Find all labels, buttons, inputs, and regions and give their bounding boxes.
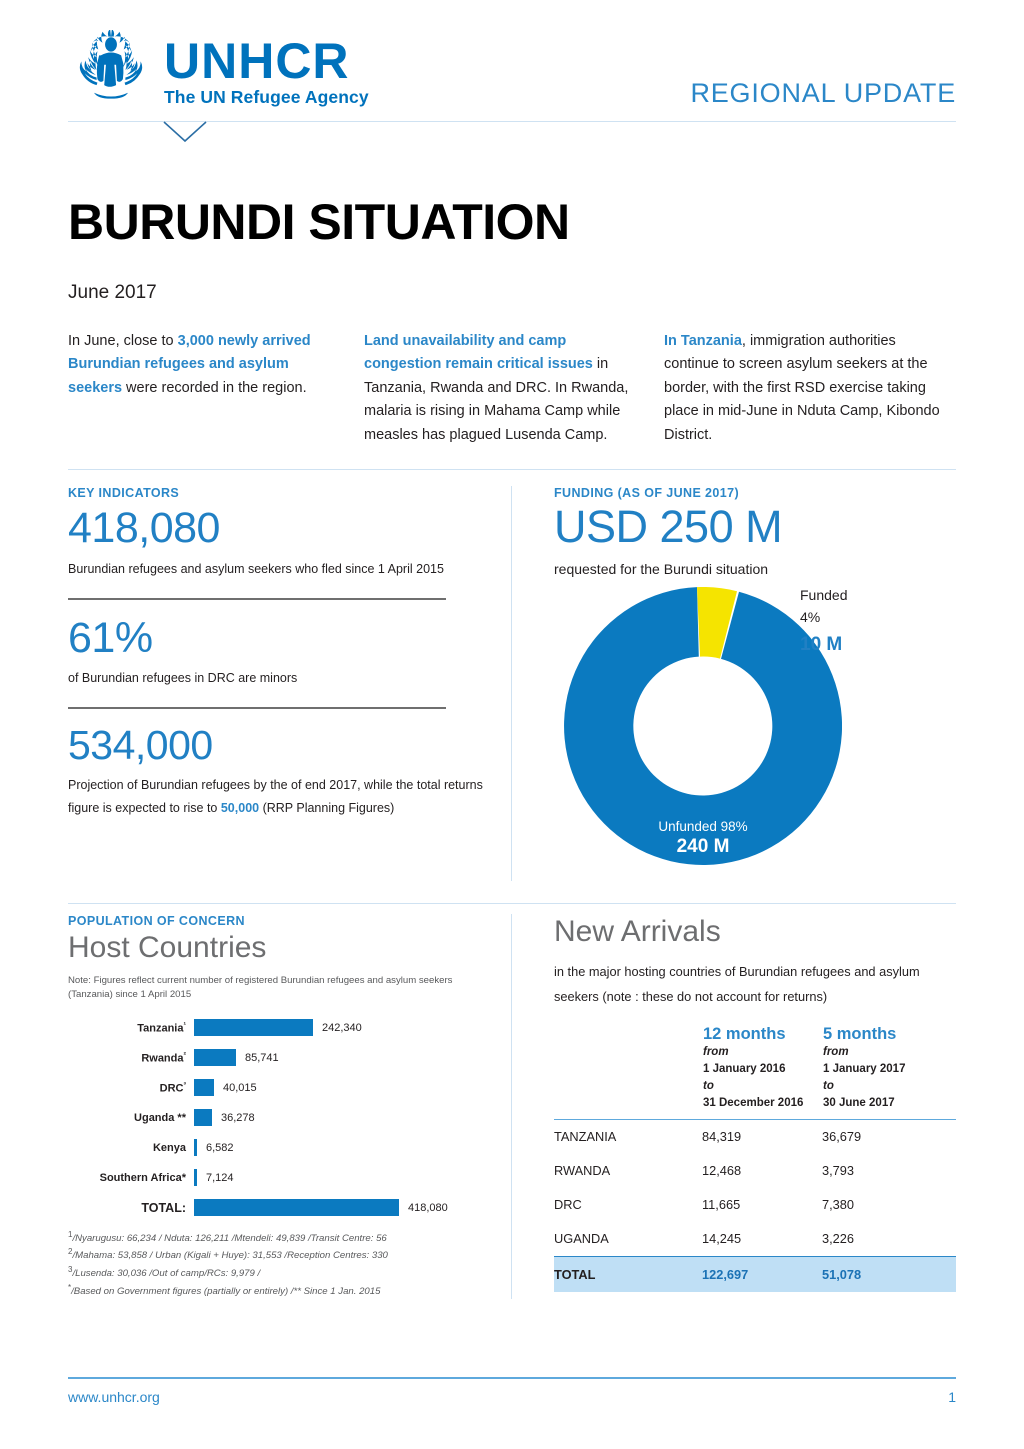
table-header-5-months [822, 1024, 956, 1119]
intro-1-after: were recorded in the region. [122, 379, 307, 396]
table-row [554, 1222, 956, 1257]
bar [194, 1049, 236, 1066]
population-arrivals-section [68, 914, 956, 1300]
5-months-cell: 36,679 [822, 1129, 862, 1145]
indicator-desc-2: of Burundian refugees in DRC are minors [68, 670, 298, 685]
bar [194, 1109, 212, 1126]
unhcr-logo [68, 30, 369, 108]
bar-label: Tanzania$^{^1}$ [137, 1020, 186, 1035]
indicator-desc-1: Burundian refugees and asylum seekers who fled since 1 April 2015 [68, 561, 444, 576]
funding-panel [512, 486, 956, 880]
bar-track [194, 1019, 491, 1036]
bar-track [194, 1169, 491, 1186]
funding-donut-chart [554, 581, 956, 881]
unhcr-emblem-icon [68, 30, 154, 108]
footnote-line: $^1$/Nyarugusu: 66,234 / Nduta: 126,211 /Mtendeli: 49,839 /Transit Centre: 56 [68, 1229, 387, 1244]
bar-row-total [68, 1193, 491, 1223]
intro-2-highlight: Land unavailability and camp congestion remain critical issues [364, 333, 593, 373]
funding-amount: USD 250 M [554, 501, 783, 553]
indicator-desc-3-highlight: 50,000 [220, 801, 260, 816]
bar-label: TOTAL: [141, 1200, 186, 1215]
indicator-divider-2 [68, 707, 446, 709]
bar [194, 1199, 399, 1216]
bar-row [68, 1163, 491, 1193]
new-arrivals-table [554, 1024, 956, 1292]
page-number: 1 [948, 1389, 956, 1405]
table-header-row [554, 1024, 956, 1119]
bar-value: 85,741 [245, 1051, 279, 1064]
bar-label: $DRC^{^3}$ [159, 1080, 186, 1095]
footnote-line: */Based on Government figures (partially or entirely) /** Since 1 Jan. 2015 [68, 1282, 381, 1297]
website-link[interactable]: www.unhcr.org [68, 1389, 160, 1405]
bar-track [194, 1109, 491, 1126]
logo-name: UNHCR [164, 32, 350, 89]
period-5-from-label: from [823, 1045, 849, 1058]
intro-column-1 [68, 330, 364, 447]
report-date: June 2017 [68, 282, 157, 303]
period-5-months: 5 months [823, 1024, 897, 1043]
unfunded-label-text: Unfunded 98% [658, 818, 748, 834]
12-months-cell: 12,468 [702, 1163, 742, 1179]
intro-highlights [68, 330, 956, 447]
bar-row [68, 1103, 491, 1133]
bar-track [194, 1199, 491, 1216]
bar [194, 1079, 214, 1096]
bar-track [194, 1049, 491, 1066]
new-arrivals-panel [512, 914, 956, 1300]
12-months-cell: 84,319 [702, 1129, 742, 1145]
unfunded-annotation [592, 819, 814, 858]
period-5-to-label: to [823, 1080, 834, 1093]
indicator-value-1: 418,080 [68, 504, 220, 553]
indicator-value-2: 61% [68, 613, 153, 662]
document-type-label: REGIONAL UPDATE [690, 78, 956, 108]
bar-label: Southern Africa* [99, 1171, 186, 1184]
country-cell: RWANDA [554, 1163, 611, 1179]
total-label: TOTAL [554, 1256, 702, 1292]
logo-wordmark [164, 32, 369, 107]
population-footnotes [68, 1229, 491, 1300]
period-12-from-date: 1 January 2016 [703, 1062, 786, 1075]
table-header-country [554, 1024, 702, 1119]
new-arrivals-title: New Arrivals [554, 914, 721, 948]
table-total-row [554, 1256, 956, 1292]
12-months-cell: 14,245 [702, 1231, 742, 1247]
bar [194, 1139, 197, 1156]
footer-divider [68, 1377, 956, 1379]
intro-column-3 [664, 330, 954, 447]
table-row [554, 1188, 956, 1222]
indicator-desc-3-before: Projection of Burundian refugees by the of end 2017, while the total returns figure is expected to rise to [68, 777, 483, 816]
bar-label: Kenya [152, 1141, 186, 1154]
12-months-cell: 11,665 [702, 1197, 741, 1213]
new-arrivals-desc: in the major hosting countries of Burundian refugees and asylum seekers (note : these do not account for returns) [554, 963, 920, 1004]
indicators-funding-section [68, 486, 956, 880]
period-12-from-label: from [703, 1045, 729, 1058]
funding-amount-desc: requested for the Burundi situation [554, 560, 769, 577]
table-row [554, 1119, 956, 1154]
funded-amount: 10 M [800, 634, 843, 656]
period-12-to-label: to [703, 1080, 714, 1093]
bar-value: 6,582 [206, 1141, 234, 1154]
bar-track [194, 1079, 491, 1096]
table-row [554, 1154, 956, 1188]
5-months-cell: 3,226 [822, 1231, 855, 1247]
period-5-from-date: 1 January 2017 [823, 1062, 906, 1075]
page-title: BURUNDI SITUATION [68, 194, 570, 250]
intro-1-highlight: 3,000 newly arrived Burundian refugees and asylum seekers [68, 333, 311, 396]
table-header-12-months [702, 1024, 822, 1119]
total-5-months: 51,078 [822, 1256, 956, 1292]
host-countries-title: Host Countries [68, 930, 267, 964]
bar [194, 1019, 313, 1036]
section-divider-top [68, 469, 956, 470]
page-header [68, 0, 956, 110]
5-months-cell: 7,380 [822, 1197, 855, 1213]
funded-annotation [800, 585, 847, 660]
5-months-cell: 3,793 [822, 1163, 855, 1179]
total-12-months: 122,697 [702, 1256, 822, 1292]
bar-value: 40,015 [223, 1081, 257, 1094]
intro-column-2 [364, 330, 664, 447]
indicator-value-3: 534,000 [68, 721, 213, 768]
unfunded-amount: 240 M [676, 835, 730, 857]
bar-row [68, 1013, 491, 1043]
key-indicators-panel [68, 486, 511, 880]
intro-3-after: , immigration authorities continue to screen asylum seekers at the border, with the first RSD exercise taking place in mid-June in Nduta Camp, Kibondo District. [664, 333, 940, 443]
bar-value: 7,124 [206, 1171, 234, 1184]
period-12-months: 12 months [703, 1024, 786, 1043]
country-cell: DRC [554, 1197, 582, 1213]
header-divider-wrap [68, 110, 956, 144]
logo-tagline: The UN Refugee Agency [164, 86, 369, 107]
bar-row [68, 1043, 491, 1073]
population-panel [68, 914, 511, 1300]
period-5-to-date: 30 June 2017 [823, 1097, 895, 1110]
table-body [554, 1119, 956, 1256]
key-indicators-label: KEY INDICATORS [68, 486, 180, 501]
indicator-divider-1 [68, 598, 446, 600]
funded-label-text: Funded [800, 586, 848, 603]
indicator-desc-3-after: (RRP Planning Figures) [259, 801, 395, 816]
funded-percent: 4% [800, 608, 821, 625]
chevron-down-icon [162, 121, 208, 143]
bar-label: Uganda ** [134, 1111, 186, 1124]
intro-1-before: In June, close to [68, 333, 178, 349]
bar-value: 36,278 [221, 1111, 255, 1124]
country-cell: UGANDA [554, 1231, 609, 1247]
footnote-line: $^2$/Mahama: 53,858 / Urban (Kigali + Huye): 31,553 /Reception Centres: 330 [68, 1247, 388, 1262]
intro-2-after: in Tanzania, Rwanda and DRC. In Rwanda, malaria is rising in Mahama Camp while measles has plagued Lusenda Camp. [364, 356, 629, 443]
section-divider-bottom [68, 903, 956, 904]
bar-row [68, 1073, 491, 1103]
page-footer [68, 1377, 956, 1405]
population-label: POPULATION OF CONCERN [68, 913, 245, 928]
host-countries-bar-chart [68, 1013, 491, 1223]
bar-value: 418,080 [408, 1201, 448, 1214]
bar-value: 242,340 [322, 1021, 362, 1034]
footnote-line: $^3$/Lusenda: 30,036 /Out of camp/RCs: 9,979 / [68, 1265, 261, 1280]
indicator-desc-3 [68, 774, 491, 820]
period-12-to-date: 31 December 2016 [703, 1097, 804, 1110]
bar [194, 1169, 197, 1186]
funding-label: FUNDING (AS OF JUNE 2017) [554, 486, 740, 501]
bar-track [194, 1139, 491, 1156]
bar-label: Rwanda$^{^2}$ [141, 1050, 186, 1065]
footer-content [68, 1389, 956, 1405]
population-note: Note: Figures reflect current number of registered Burundian refugees and asylum seekers (Tanzania) since 1 April 2015 [68, 974, 453, 1001]
country-cell: TANZANIA [554, 1129, 617, 1145]
intro-3-highlight: In Tanzania [664, 333, 742, 349]
bar-row [68, 1133, 491, 1163]
